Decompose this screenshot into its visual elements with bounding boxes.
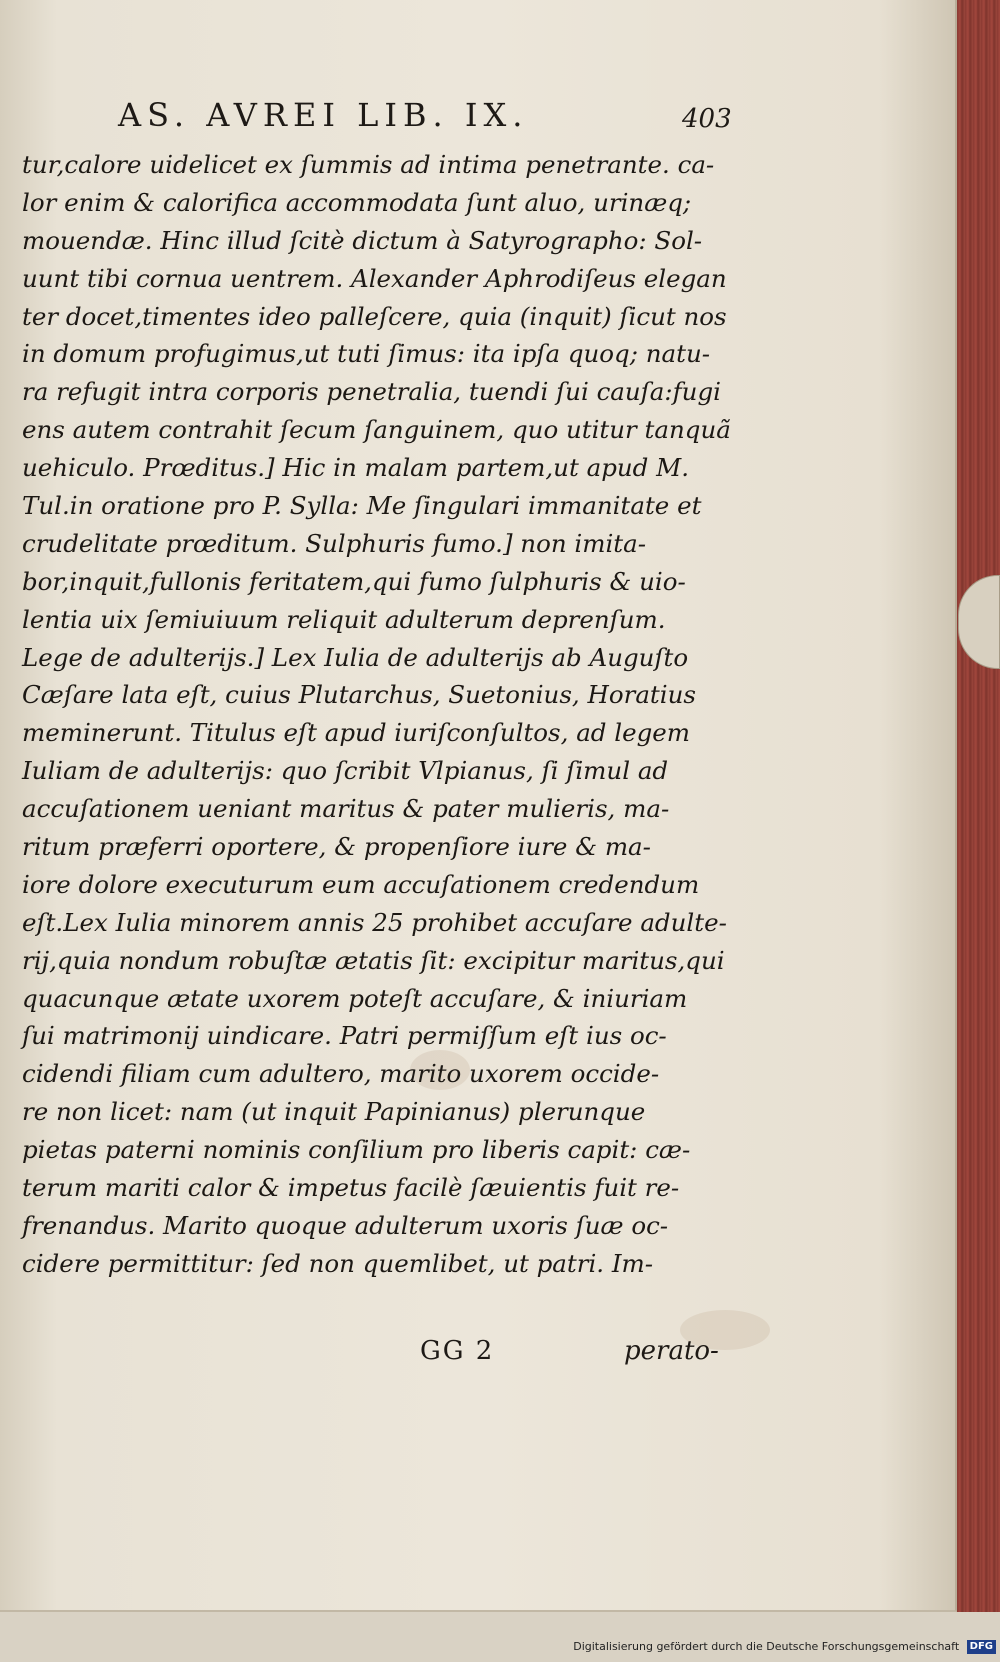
text-line: Tul.in oratione pro P. Sylla: Me ſingulari immanitate et (22, 491, 702, 521)
text-line: quacunque ætate uxorem poteſt accuſare, & iniuriam (22, 983, 688, 1013)
text-line: eſt.Lex Iulia minorem annis 25 prohibet accuſare adulte- (22, 907, 727, 937)
text-line: Cæſare lata eſt, cuius Plutarchus, Suetonius, Horatius (22, 680, 696, 710)
text-line: tur,calore uidelicet ex ſummis ad intima penetrante. ca- (22, 150, 715, 179)
body-text (22, 146, 762, 1283)
text-line: cidendi filiam cum adultero, marito uxorem occide- (22, 1059, 660, 1089)
credit-text: Digitalisierung gefördert durch die Deutsche Forschungsgemeinschaft (573, 1640, 960, 1653)
text-line: frenandus. Marito quoque adulterum uxoris ſuæ oc- (22, 1210, 669, 1240)
text-line: accuſationem ueniant maritus & pater mulieris, ma- (22, 794, 670, 824)
text-line: ens autem contrahit ſecum ſanguinem, quo utitur tanquã (22, 415, 731, 445)
text-line: re non licet: nam (ut inquit Papinianus) plerunque (22, 1097, 646, 1127)
text-line: Iuliam de adulterijs: quo ſcribit Vlpianus, ſi ſimul ad (22, 756, 669, 786)
text-line: lentia uix ſemiuiuum reliquit adulterum deprenſum. (22, 604, 666, 634)
signature-mark: GG 2 (420, 1336, 495, 1366)
text-line: bor,inquit,fullonis feritatem,qui fumo ſulphuris & uio- (22, 566, 686, 596)
text-line: iore dolore executurum eum accuſationem credendum (22, 869, 700, 899)
text-line: mouendæ. Hinc illud ſcitè dictum à Satyrographo: Sol- (22, 225, 703, 255)
text-line: cidere permittitur: ſed non quemlibet, ut patri. Im- (22, 1248, 654, 1278)
text-line: ra refugit intra corporis penetralia, tuendi ſui cauſa:fugi (22, 377, 721, 407)
page-edges (957, 0, 1000, 1612)
text-line: ter docet,timentes ideo palleſcere, quia (inquit) ſicut nos (22, 301, 727, 331)
digitization-credit (560, 1640, 996, 1658)
text-line: uunt tibi cornua uentrem. Alexander Aphrodiſeus elegan (22, 263, 727, 293)
running-title: AS. AVREI LIB. IX. (118, 96, 529, 134)
text-line: crudelitate prœditum. Sulphuris fumo.] non imita- (22, 528, 647, 558)
text-line: ritum præferri oportere, & propenſiore iure & ma- (22, 832, 651, 862)
text-line: uehiculo. Prœditus.] Hic in malam partem,ut apud M. (22, 453, 690, 483)
text-line: rij,quia nondum robuſtæ ætatis ſit: excipitur maritus,qui (22, 945, 725, 975)
text-line: pietas paterni nominis conſilium pro liberis capit: cæ- (22, 1135, 691, 1165)
page-header (0, 96, 955, 136)
text-line: Lege de adulterijs.] Lex Iulia de adulterijs ab Auguſto (22, 642, 689, 672)
page-footer (0, 1336, 955, 1376)
page-number: 403 (682, 104, 732, 134)
text-line: ſui matrimonij uindicare. Patri permiſſum eſt ius oc- (22, 1021, 667, 1051)
text-line: terum mariti calor & impetus facilè ſæuientis fuit re- (22, 1173, 680, 1203)
text-line: lor enim & calorifica accommodata ſunt aluo, urinæq; (22, 187, 692, 217)
text-line: in domum profugimus,ut tuti ſimus: ita ipſa quoq; natu- (22, 339, 711, 369)
catchword: perato- (624, 1336, 719, 1366)
text-line: meminerunt. Titulus eſt apud iuriſconſultos, ad legem (22, 718, 691, 748)
dfg-logo: DFG (967, 1640, 996, 1654)
